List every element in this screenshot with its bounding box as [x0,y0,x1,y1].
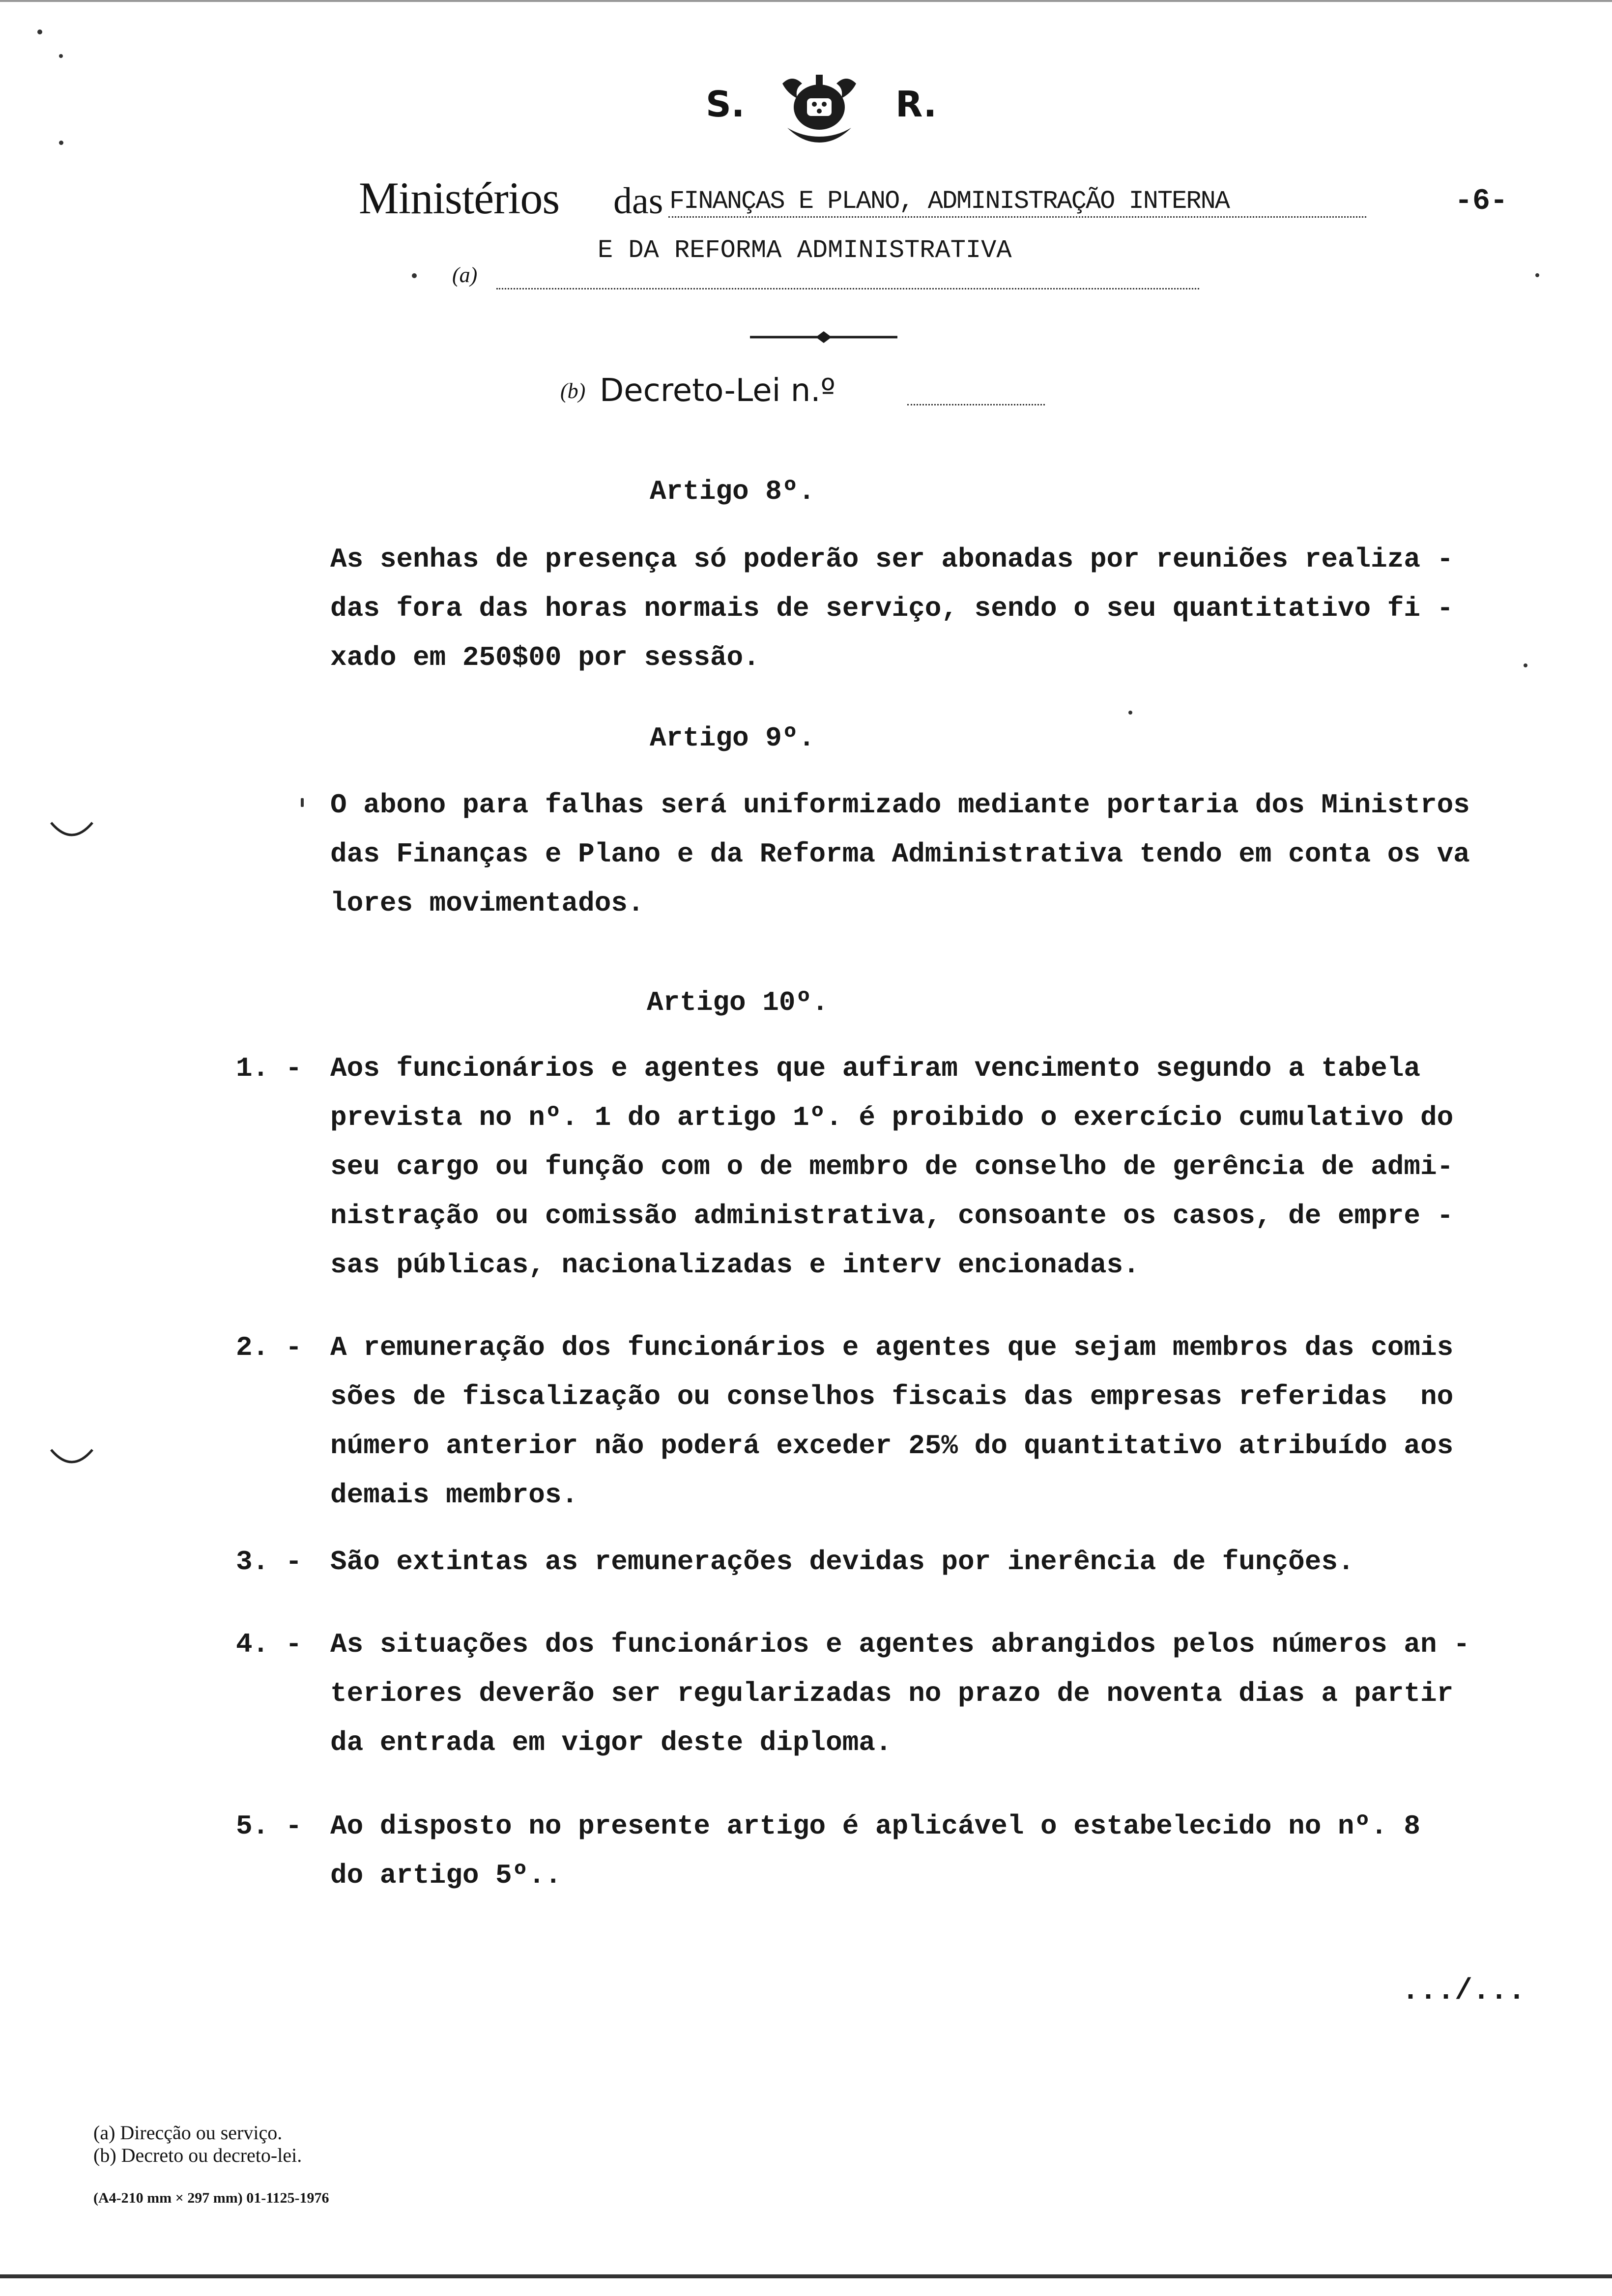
item-text-line: seu cargo ou função com o de membro de conselho de gerência de admi- [330,1151,1454,1182]
article-heading: Artigo 8º. [650,476,815,507]
item-number: 5. - [236,1810,302,1842]
article-text-line: das fora das horas normais de serviço, sendo o seu quantitativo fi - [330,593,1454,624]
footnote-b: (b) Decreto ou decreto-lei. [93,2144,302,2166]
footnote-a: (a) Direcção ou serviço. [93,2122,283,2144]
item-text-line: demais membros. [330,1479,578,1511]
article-text-line: xado em 250$00 por sessão. [330,642,760,673]
form-code: (A4-210 mm × 297 mm) 01-1125-1976 [93,2190,329,2206]
decree-mark-b: (b) [560,379,586,403]
article-heading: Artigo 9º. [650,722,815,754]
item-number: 1. - [236,1053,302,1084]
service-dotted-line [496,288,1199,289]
item-text-line: sas públicas, nacionalizadas e interv encionadas. [330,1249,1140,1281]
item-text-line: do artigo 5º.. [330,1860,562,1891]
decree-dotted-line [907,404,1045,405]
coat-of-arms-icon [773,69,866,147]
continuation-mark: .../... [1402,1975,1526,2008]
item-text-line: número anterior não poderá exceder 25% do quantitativo atribuído aos [330,1430,1454,1462]
item-text-line: da entrada em vigor deste diploma. [330,1727,892,1758]
article-text-line: lores movimentados. [330,888,644,919]
ministry-dotted-line [668,216,1366,218]
letterhead-left: S. [706,84,745,125]
article-text-line: O abono para falhas será uniformizado mediante portaria dos Ministros [330,789,1470,821]
item-number: 3. - [236,1546,302,1578]
scan-speck [1535,273,1539,277]
scan-speck [1524,663,1527,667]
scan-speck [37,29,42,34]
ministry-line-2: E DA REFORMA ADMINISTRATIVA [598,236,1012,265]
scan-speck [1128,711,1132,715]
decree-label: Decreto-Lei n.º [600,373,835,409]
ministry-names: FINANÇAS E PLANO, ADMINISTRAÇÃO INTERNA [669,187,1229,216]
item-text-line: As situações dos funcionários e agentes abrangidos pelos números an - [330,1629,1470,1660]
item-text-line: prevista no nº. 1 do artigo 1º. é proibido o exercício cumulativo do [330,1102,1454,1133]
article-text-line: As senhas de presença só poderão ser abonadas por reuniões realiza - [330,544,1454,575]
letterhead-right: R. [895,84,937,125]
item-text-line: A remuneração dos funcionários e agentes que sejam membros das comis [330,1332,1454,1363]
item-text-line: São extintas as remunerações devidas por inerência de funções. [330,1546,1354,1578]
item-number: 2. - [236,1332,302,1363]
scan-speck [59,54,63,58]
scan-speck [301,798,304,807]
article-text-line: das Finanças e Plano e da Reforma Administrativa tendo em conta os va [330,838,1470,870]
top-edge-line [0,0,1612,2]
item-text-line: teriores deverão ser regularizadas no prazo de noventa dias a partir [330,1678,1454,1709]
bottom-edge-line [0,2274,1612,2278]
item-text-line: Aos funcionários e agentes que aufiram vencimento segundo a tabela [330,1053,1420,1084]
ornament-divider [750,327,897,347]
hole-punch-mark [47,1445,96,1474]
article-heading: Artigo 10º. [647,987,829,1018]
item-text-line: sões de fiscalização ou conselhos fiscais das empresas referidas no [330,1381,1454,1412]
page-number: -6- [1455,185,1508,218]
item-text-line: Ao disposto no presente artigo é aplicável o estabelecido no nº. 8 [330,1810,1420,1842]
ministry-prefix: Ministérios [359,173,560,223]
service-mark-a: (a) [452,263,478,287]
scan-speck [59,141,63,145]
item-number: 4. - [236,1629,302,1660]
hole-punch-mark [47,818,96,847]
item-text-line: nistração ou comissão administrativa, consoante os casos, de empre - [330,1200,1454,1232]
scan-speck [412,273,417,278]
ministry-das: das [613,180,663,222]
